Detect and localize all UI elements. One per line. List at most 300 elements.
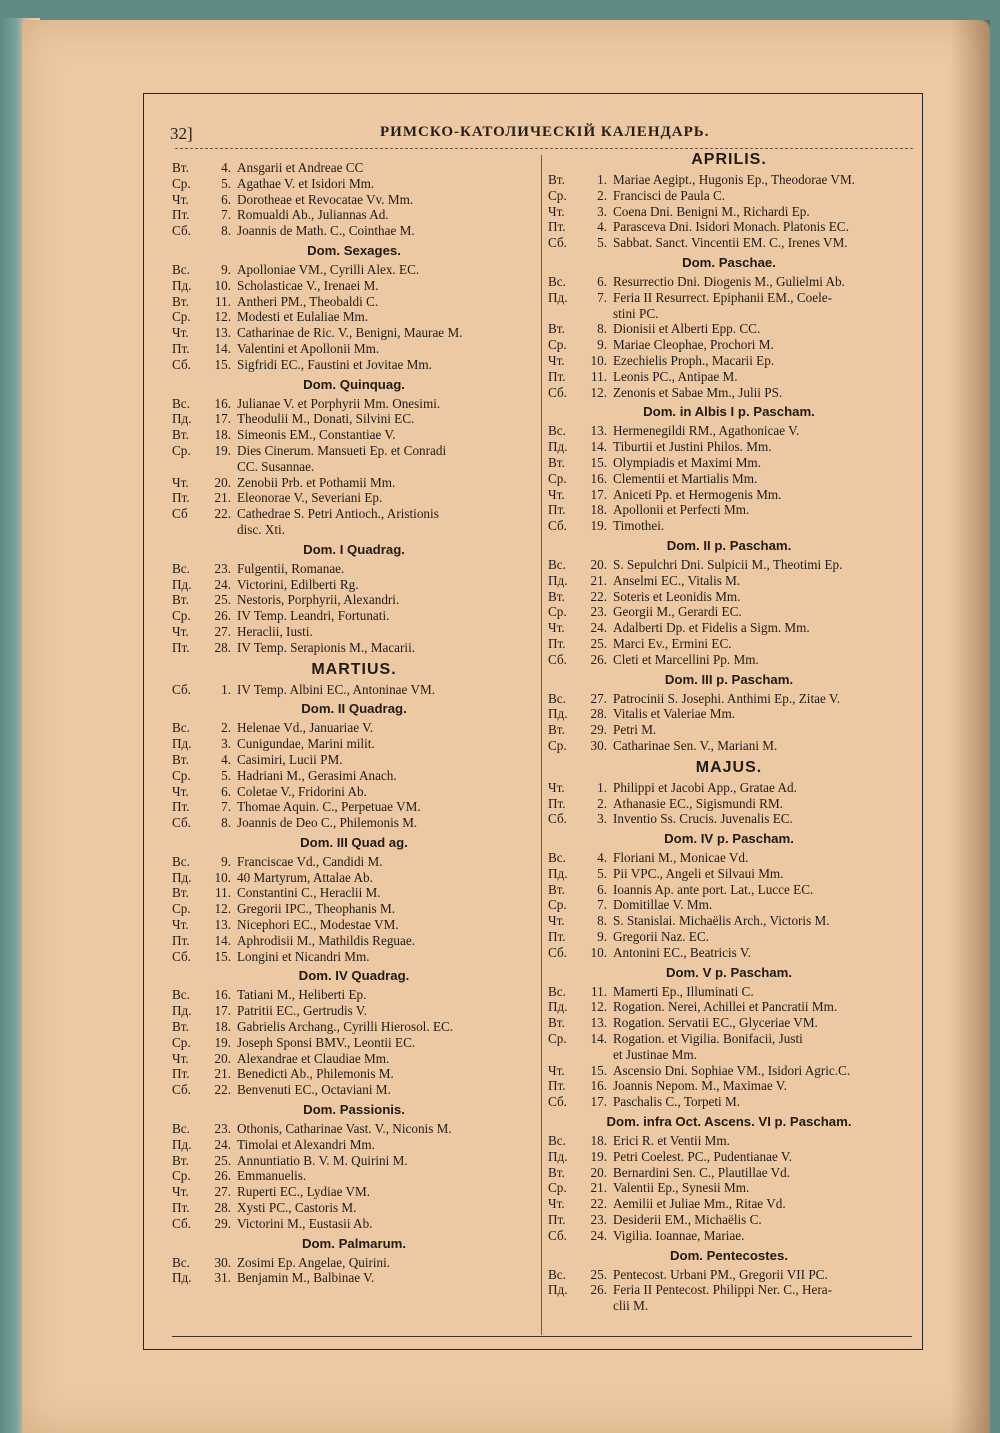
day-number: 25. xyxy=(214,1152,231,1168)
day-number: 30. xyxy=(214,1254,231,1270)
page-header xyxy=(170,118,910,148)
day-number: 5. xyxy=(221,175,231,191)
calendar-entry xyxy=(172,870,536,886)
day-number: 27. xyxy=(214,1184,231,1200)
calendar-entry xyxy=(548,1133,910,1149)
calendar-entry xyxy=(172,752,536,768)
weekday-label: Вс. xyxy=(172,560,190,576)
saints-text: Gabrielis Archang., Cyrilli Hierosol. EC. xyxy=(237,1019,454,1035)
saints-text: Cleti et Marcellini Pp. Mm. xyxy=(613,651,759,667)
saints-text: Feria II Pentecost. Philippi Ner. C., Hera- xyxy=(613,1282,833,1298)
saints-text: Leonis PC., Antipae M. xyxy=(613,368,738,384)
saints-text: Resurrectio Dni. Diogenis M., Gulielmi Ab. xyxy=(613,273,845,289)
calendar-entry xyxy=(172,885,536,901)
saints-text: Philippi et Jacobi App., Gratae Ad. xyxy=(613,779,797,795)
calendar-entry xyxy=(548,984,910,1000)
saints-text: Petri Coelest. PC., Pudentianae V. xyxy=(613,1148,793,1164)
weekday-label: Пт. xyxy=(172,207,190,223)
calendar-entry xyxy=(172,682,536,698)
weekday-label: Пд. xyxy=(548,289,568,305)
saints-text: Mariae Aegipt., Hugonis Ep., Theodorae VM. xyxy=(613,172,855,187)
calendar-entry xyxy=(548,557,910,573)
saints-text: Patritii EC., Gertrudis V. xyxy=(237,1003,367,1019)
day-number: 6. xyxy=(597,881,607,897)
calendar-entry xyxy=(172,176,536,192)
calendar-entry xyxy=(548,1180,910,1196)
weekday-label: Вс. xyxy=(172,720,190,736)
calendar-entry xyxy=(548,172,910,188)
weekday-label: Сб. xyxy=(172,681,191,697)
weekday-label: Чт. xyxy=(548,1062,565,1078)
saints-text: Dies Cinerum. Mansueti Ep. et Conradi xyxy=(237,442,447,458)
calendar-entry xyxy=(172,640,536,656)
entry-continuation: stini PC. xyxy=(613,305,659,321)
weekday-label: Чт. xyxy=(172,474,189,490)
sunday-heading: Dom. I Quadrag. xyxy=(303,541,405,557)
weekday-label: Чт. xyxy=(548,203,565,219)
day-number: 9. xyxy=(221,853,231,869)
weekday-label: Пт. xyxy=(172,340,190,356)
calendar-entry xyxy=(548,945,910,961)
weekday-label: Вс. xyxy=(548,1266,566,1282)
saints-text: Hadriani M., Gerasimi Anach. xyxy=(237,767,397,783)
day-number: 5. xyxy=(597,865,607,881)
weekday-label: Ср. xyxy=(548,470,567,486)
calendar-entry xyxy=(172,608,536,624)
calendar-entry xyxy=(548,589,910,605)
saints-text: Joseph Sponsi BMV., Leontii EC. xyxy=(237,1034,416,1050)
calendar-entry xyxy=(548,1015,910,1031)
calendar-entry xyxy=(548,796,910,812)
day-number: 5. xyxy=(221,767,231,783)
day-number: 21. xyxy=(590,572,607,588)
calendar-entry xyxy=(548,204,910,220)
weekday-label: Чт. xyxy=(548,486,565,502)
day-number: 10. xyxy=(590,352,607,368)
saints-text: Paschalis C., Torpeti M. xyxy=(613,1094,741,1110)
saints-text: Sabbat. Sanct. Vincentii EM. C., Irenes VM. xyxy=(613,235,848,251)
weekday-label: Вт. xyxy=(548,881,565,897)
saints-text: Julianae V. et Porphyrii Mm. Onesimi. xyxy=(237,395,441,411)
sunday-heading: Dom. II Quadrag. xyxy=(301,701,407,717)
day-number: 13. xyxy=(214,917,231,933)
bottom-rule xyxy=(172,1336,912,1337)
calendar-entry xyxy=(172,987,536,1003)
weekday-label: Вс. xyxy=(172,261,190,277)
weekday-label: Пт. xyxy=(172,1066,190,1082)
calendar-entry xyxy=(172,475,536,491)
saints-text: Vitalis et Valeriae Mm. xyxy=(613,706,736,722)
calendar-entry xyxy=(548,471,910,487)
day-number: 25. xyxy=(590,635,607,651)
day-number: 9. xyxy=(597,337,607,353)
day-number: 24. xyxy=(590,620,607,636)
calendar-entry xyxy=(172,815,536,831)
weekday-label: Вт. xyxy=(172,293,189,309)
saints-text: IV Temp. Serapionis M., Macarii. xyxy=(237,639,416,655)
calendar-entry xyxy=(172,949,536,965)
weekday-label: Сб. xyxy=(172,948,191,964)
calendar-entry xyxy=(548,235,910,251)
day-number: 19. xyxy=(214,442,231,458)
day-number: 2. xyxy=(597,795,607,811)
weekday-label: Пт. xyxy=(172,932,190,948)
day-number: 8. xyxy=(597,321,607,337)
calendar-entry xyxy=(172,561,536,577)
saints-text: Annuntiatio B. V. M. Quirini M. xyxy=(237,1152,408,1168)
saints-text: Scholasticae V., Irenaei M. xyxy=(237,277,379,293)
weekday-label: Ср. xyxy=(172,442,191,458)
calendar-entry xyxy=(548,929,910,945)
day-number: 26. xyxy=(590,1282,607,1298)
weekday-label: Ср. xyxy=(548,737,567,753)
day-number: 1. xyxy=(597,779,607,795)
month-heading: APRILIS. xyxy=(691,151,767,168)
calendar-entry xyxy=(172,592,536,608)
weekday-label: Пд. xyxy=(172,411,192,427)
saints-text: Thomae Aquin. C., Perpetuae VM. xyxy=(237,799,421,815)
saints-text: IV Temp. Leandri, Fortunati. xyxy=(237,608,390,624)
weekday-label: Сб. xyxy=(172,356,191,372)
weekday-label: Сб. xyxy=(172,1082,191,1098)
day-number: 4. xyxy=(221,160,231,175)
day-number: 24. xyxy=(214,1136,231,1152)
day-number: 15. xyxy=(214,948,231,964)
saints-text: Xysti PC., Castoris M. xyxy=(237,1200,357,1216)
calendar-entry xyxy=(172,1019,536,1035)
calendar-entry xyxy=(548,518,910,534)
saints-text: Valentini et Apollonii Mm. xyxy=(237,340,380,356)
day-number: 7. xyxy=(597,289,607,305)
weekday-label: Сб. xyxy=(548,384,567,400)
day-number: 31. xyxy=(214,1270,231,1286)
calendar-entry xyxy=(548,1282,910,1298)
calendar-entry xyxy=(172,506,536,522)
day-number: 18. xyxy=(590,1133,607,1149)
day-number: 3. xyxy=(221,736,231,752)
weekday-label: Пт. xyxy=(548,368,566,384)
saints-text: Helenae Vd., Januariae V. xyxy=(237,720,374,736)
saints-text: Parasceva Dni. Isidori Monach. Platonis EC. xyxy=(613,219,849,235)
saints-text: Benjamin M., Balbinae V. xyxy=(237,1270,375,1286)
weekday-label: Пт. xyxy=(548,635,566,651)
calendar-entry xyxy=(548,439,910,455)
day-number: 13. xyxy=(590,1015,607,1031)
day-number: 11. xyxy=(591,983,607,999)
calendar-entry xyxy=(172,784,536,800)
day-number: 12. xyxy=(590,999,607,1015)
saints-text: Coena Dni. Benigni M., Richardi Ep. xyxy=(613,203,810,219)
column-separator xyxy=(541,155,542,1335)
saints-text: Olympiadis et Maximi Mm. xyxy=(613,454,761,470)
calendar-entry xyxy=(548,369,910,385)
weekday-label: Ср. xyxy=(172,175,191,191)
day-number: 25. xyxy=(214,592,231,608)
day-number: 29. xyxy=(590,722,607,738)
saints-text: Feria II Resurrect. Epiphanii EM., Coele- xyxy=(613,289,832,305)
saints-text: Joannis de Deo C., Philemonis M. xyxy=(237,815,418,831)
saints-text: Timothei. xyxy=(613,518,665,534)
weekday-label: Вс. xyxy=(172,853,190,869)
weekday-label: Вт. xyxy=(172,751,189,767)
day-number: 23. xyxy=(214,560,231,576)
saints-text: Antheri PM., Theobaldi C. xyxy=(237,293,379,309)
day-number: 26. xyxy=(214,1168,231,1184)
calendar-entry xyxy=(172,357,536,373)
weekday-label: Чт. xyxy=(548,1196,565,1212)
calendar-entry xyxy=(172,917,536,933)
day-number: 18. xyxy=(214,427,231,443)
sunday-heading: Dom. IV Quadrag. xyxy=(298,968,410,984)
saints-text: Coletae V., Fridorini Ab. xyxy=(237,783,367,799)
weekday-label: Вс. xyxy=(548,556,566,572)
day-number: 6. xyxy=(597,273,607,289)
saints-text: Mariae Cleophae, Prochori M. xyxy=(613,337,774,353)
calendar-entry xyxy=(548,999,910,1015)
day-number: 17. xyxy=(590,1094,607,1110)
weekday-label: Сб. xyxy=(548,651,567,667)
calendar-entry xyxy=(548,1078,910,1094)
weekday-label: Ср. xyxy=(548,187,567,203)
weekday-label: Чт. xyxy=(172,917,189,933)
saints-text: Soteris et Leonidis Mm. xyxy=(613,588,741,604)
saints-text: Ezechielis Proph., Macarii Ep. xyxy=(613,352,775,368)
calendar-entry xyxy=(548,1094,910,1110)
day-number: 2. xyxy=(221,720,231,736)
saints-text: S. Stanislai. Michaëlis Arch., Victoris M. xyxy=(613,913,830,929)
saints-text: Domitillae V. Mm. xyxy=(613,897,713,913)
weekday-label: Пд. xyxy=(548,1282,568,1298)
saints-text: IV Temp. Albini EC., Antoninae VM. xyxy=(237,681,435,697)
weekday-label: Вт. xyxy=(548,454,565,470)
calendar-entry xyxy=(548,706,910,722)
day-number: 3. xyxy=(597,203,607,219)
day-number: 30. xyxy=(590,737,607,753)
day-number: 17. xyxy=(214,1003,231,1019)
day-number: 25. xyxy=(590,1266,607,1282)
weekday-label: Вт. xyxy=(172,1019,189,1035)
day-number: 23. xyxy=(214,1121,231,1137)
day-number: 8. xyxy=(597,913,607,929)
weekday-label: Вс. xyxy=(548,850,566,866)
day-number: 14. xyxy=(590,1031,607,1047)
calendar-entry xyxy=(172,1137,536,1153)
calendar-entry xyxy=(172,396,536,412)
saints-text: Eleonorae V., Severiani Ep. xyxy=(237,490,383,506)
saints-text: Othonis, Catharinae Vast. V., Niconis M. xyxy=(237,1121,452,1137)
weekday-label: Ср. xyxy=(172,309,191,325)
day-number: 1. xyxy=(597,172,607,187)
calendar-entry xyxy=(172,720,536,736)
weekday-label: Вт. xyxy=(548,172,565,187)
weekday-label: Сб. xyxy=(548,518,567,534)
page-number: 32] xyxy=(170,124,193,143)
weekday-label: Ср. xyxy=(548,1031,567,1047)
day-number: 3. xyxy=(597,811,607,827)
calendar-entry xyxy=(548,385,910,401)
calendar-entry xyxy=(172,736,536,752)
day-number: 22. xyxy=(590,1196,607,1212)
saints-text: Adalberti Dp. et Fidelis a Sigm. Mm. xyxy=(613,620,810,636)
weekday-label: Вт. xyxy=(548,722,565,738)
weekday-label: Ср. xyxy=(172,901,191,917)
calendar-entry xyxy=(548,1031,910,1047)
saints-text: Longini et Nicandri Mm. xyxy=(237,948,370,964)
day-number: 28. xyxy=(590,706,607,722)
weekday-label: Вт. xyxy=(548,1164,565,1180)
saints-text: Casimiri, Lucii PM. xyxy=(237,751,343,767)
calendar-entry xyxy=(548,219,910,235)
day-number: 6. xyxy=(221,191,231,207)
day-number: 20. xyxy=(214,474,231,490)
saints-text: Emmanuelis. xyxy=(237,1168,307,1184)
saints-text: Nicephori EC., Modestae VM. xyxy=(237,917,399,933)
saints-text: Apollonii et Perfecti Mm. xyxy=(613,502,750,518)
saints-text: Nestoris, Porphyrii, Alexandri. xyxy=(237,592,400,608)
calendar-entry xyxy=(172,309,536,325)
weekday-label: Сб. xyxy=(548,1094,567,1110)
saints-text: Alexandrae et Claudiae Mm. xyxy=(237,1050,390,1066)
saints-text: Fulgentii, Romanae. xyxy=(237,560,345,576)
weekday-label: Пт. xyxy=(172,799,190,815)
saints-text: Patrocinii S. Josephi. Anthimi Ep., Zitae V. xyxy=(613,690,840,706)
saints-text: Zosimi Ep. Angelae, Quirini. xyxy=(237,1254,391,1270)
weekday-label: Вс. xyxy=(548,983,566,999)
saints-text: Mamerti Ep., Illuminati C. xyxy=(613,983,754,999)
calendar-entry xyxy=(548,850,910,866)
weekday-label: Чт. xyxy=(548,779,565,795)
saints-text: Francisci de Paula C. xyxy=(613,187,726,203)
calendar-entry xyxy=(548,455,910,471)
day-number: 27. xyxy=(590,690,607,706)
weekday-label: Пд. xyxy=(172,1003,192,1019)
saints-text: Athanasie EC., Sigismundi RM. xyxy=(613,795,783,811)
weekday-label: Чт. xyxy=(548,913,565,929)
day-number: 18. xyxy=(590,502,607,518)
saints-text: Petri M. xyxy=(613,722,657,738)
day-number: 19. xyxy=(590,1148,607,1164)
day-number: 22. xyxy=(590,588,607,604)
calendar-entry xyxy=(172,1066,536,1082)
weekday-label: Вс. xyxy=(172,1121,190,1137)
calendar-entry xyxy=(548,321,910,337)
calendar-entry xyxy=(172,933,536,949)
weekday-label: Вс. xyxy=(548,273,566,289)
weekday-label: Сб xyxy=(172,506,188,522)
day-number: 4. xyxy=(597,850,607,866)
weekday-label: Вт. xyxy=(172,427,189,443)
calendar-entry xyxy=(548,573,910,589)
saints-text: Vigilia. Ioannae, Mariae. xyxy=(613,1227,745,1243)
day-number: 2. xyxy=(597,187,607,203)
month-heading: MARTIUS. xyxy=(311,660,397,678)
saints-text: Benvenuti EC., Octaviani M. xyxy=(237,1082,391,1098)
saints-text: Simeonis EM., Constantiae V. xyxy=(237,427,396,443)
weekday-label: Ср. xyxy=(548,337,567,353)
sunday-heading: Dom. III Quad ag. xyxy=(300,834,408,850)
sunday-heading: Dom. III p. Pascham. xyxy=(664,671,794,687)
day-number: 7. xyxy=(221,799,231,815)
weekday-label: Вс. xyxy=(172,1254,190,1270)
saints-text: Ioannis Ap. ante port. Lat., Lucce EC. xyxy=(613,881,814,897)
weekday-label: Сб. xyxy=(172,815,191,831)
calendar-entry xyxy=(548,652,910,668)
calendar-column-left xyxy=(172,160,536,1286)
day-number: 22. xyxy=(214,1082,231,1098)
calendar-entry xyxy=(172,1082,536,1098)
weekday-label: Пд. xyxy=(172,576,192,592)
saints-text: Erici R. et Ventii Mm. xyxy=(613,1133,730,1149)
calendar-entry xyxy=(172,278,536,294)
saints-text: Aniceti Pp. et Hermogenis Mm. xyxy=(613,486,782,502)
calendar-entry xyxy=(172,262,536,278)
day-number: 14. xyxy=(214,932,231,948)
sunday-heading: Dom. in Albis I p. Pascham. xyxy=(643,404,815,420)
weekday-label: Сб. xyxy=(172,1215,191,1231)
weekday-label: Пд. xyxy=(172,1136,192,1152)
saints-text: Tiburtii et Justini Philos. Mm. xyxy=(613,439,772,455)
day-number: 9. xyxy=(221,261,231,277)
day-number: 13. xyxy=(214,325,231,341)
calendar-entry xyxy=(548,604,910,620)
day-number: 22. xyxy=(214,506,231,522)
saints-text: Agathae V. et Isidori Mm. xyxy=(237,175,375,191)
calendar-entry xyxy=(172,207,536,223)
saints-text: Dionisii et Alberti Epp. CC. xyxy=(613,321,761,337)
weekday-label: Сб. xyxy=(548,235,567,251)
saints-text: Pii VPC., Angeli et Silvaui Mm. xyxy=(613,865,784,881)
calendar-entry xyxy=(548,882,910,898)
weekday-label: Пт. xyxy=(548,219,566,235)
day-number: 7. xyxy=(597,897,607,913)
day-number: 16. xyxy=(590,1078,607,1094)
saints-text: Floriani M., Monicae Vd. xyxy=(613,850,749,866)
calendar-entry xyxy=(172,443,536,459)
day-number: 8. xyxy=(221,815,231,831)
calendar-entry xyxy=(548,636,910,652)
weekday-label: Сб. xyxy=(548,944,567,960)
weekday-label: Вс. xyxy=(548,423,566,439)
calendar-entry xyxy=(172,1255,536,1271)
sunday-heading: Dom. V p. Pascham. xyxy=(665,964,793,980)
day-number: 15. xyxy=(214,356,231,372)
weekday-label: Вт. xyxy=(172,160,189,175)
calendar-entry xyxy=(172,1003,536,1019)
calendar-entry xyxy=(548,1165,910,1181)
calendar-entry xyxy=(548,274,910,290)
sunday-heading: Dom. infra Oct. Ascens. VI p. Pascham. xyxy=(606,1114,852,1130)
calendar-entry xyxy=(548,502,910,518)
weekday-label: Пт. xyxy=(548,1078,566,1094)
weekday-label: Пт. xyxy=(548,929,566,945)
weekday-label: Ср. xyxy=(548,1180,567,1196)
calendar-entry xyxy=(172,1035,536,1051)
month-heading: MAJUS. xyxy=(695,758,763,776)
sunday-heading: Dom. Palmarum. xyxy=(301,1235,407,1251)
day-number: 15. xyxy=(590,1062,607,1078)
day-number: 21. xyxy=(214,490,231,506)
weekday-label: Пт. xyxy=(548,795,566,811)
weekday-label: Чт. xyxy=(172,325,189,341)
day-number: 23. xyxy=(590,1212,607,1228)
day-number: 21. xyxy=(214,1066,231,1082)
saints-text: Dorotheae et Revocatae Vv. Mm. xyxy=(237,191,414,207)
calendar-entry xyxy=(548,290,910,306)
calendar-entry xyxy=(548,1063,910,1079)
day-number: 7. xyxy=(221,207,231,223)
day-number: 23. xyxy=(590,604,607,620)
saints-text: Romualdi Ab., Juliannas Ad. xyxy=(237,207,389,223)
